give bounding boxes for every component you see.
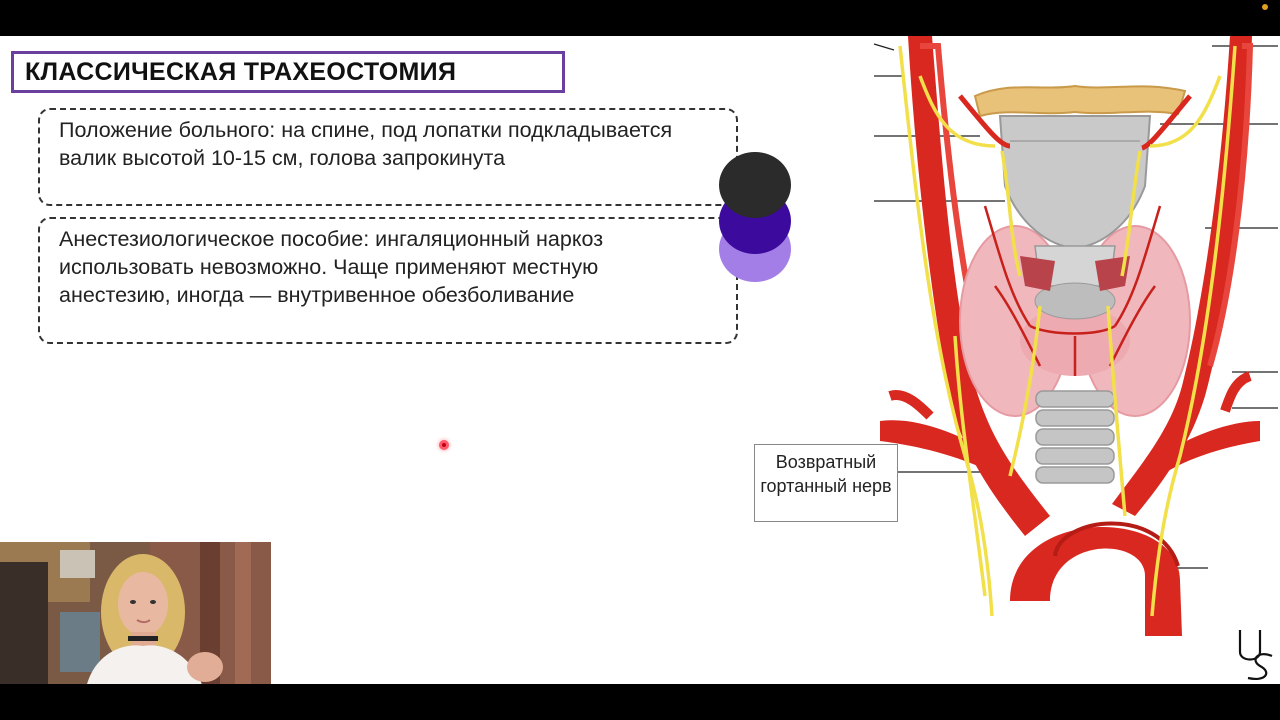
decor-circle-black bbox=[719, 152, 791, 218]
neck-anatomy-illustration bbox=[860, 36, 1280, 636]
recurrent-laryngeal-nerve-label: Возвратный гортанный нерв bbox=[754, 444, 898, 522]
presenter-webcam-overlay bbox=[0, 542, 271, 694]
slide-title: КЛАССИЧЕСКАЯ ТРАХЕОСТОМИЯ bbox=[25, 57, 457, 86]
bottom-black-bar bbox=[0, 684, 1280, 720]
us-logo-icon bbox=[1228, 626, 1278, 684]
note-patient-position: Положение больного: на спине, под лопатки подкладывается валик высотой 10-15 см, голова запрокинута bbox=[38, 108, 738, 206]
note-anesthesia: Анестезиологическое пособие: ингаляционный наркоз использовать невозможно. Чаще применяют местную анестезию, иногда — внутривенное обезболивание bbox=[38, 217, 738, 344]
slide-title-box bbox=[11, 51, 565, 93]
presenter-video-frame bbox=[0, 542, 271, 694]
top-black-bar bbox=[0, 0, 1280, 36]
recording-indicator-icon bbox=[1262, 4, 1268, 10]
laser-pointer-icon bbox=[439, 440, 449, 450]
